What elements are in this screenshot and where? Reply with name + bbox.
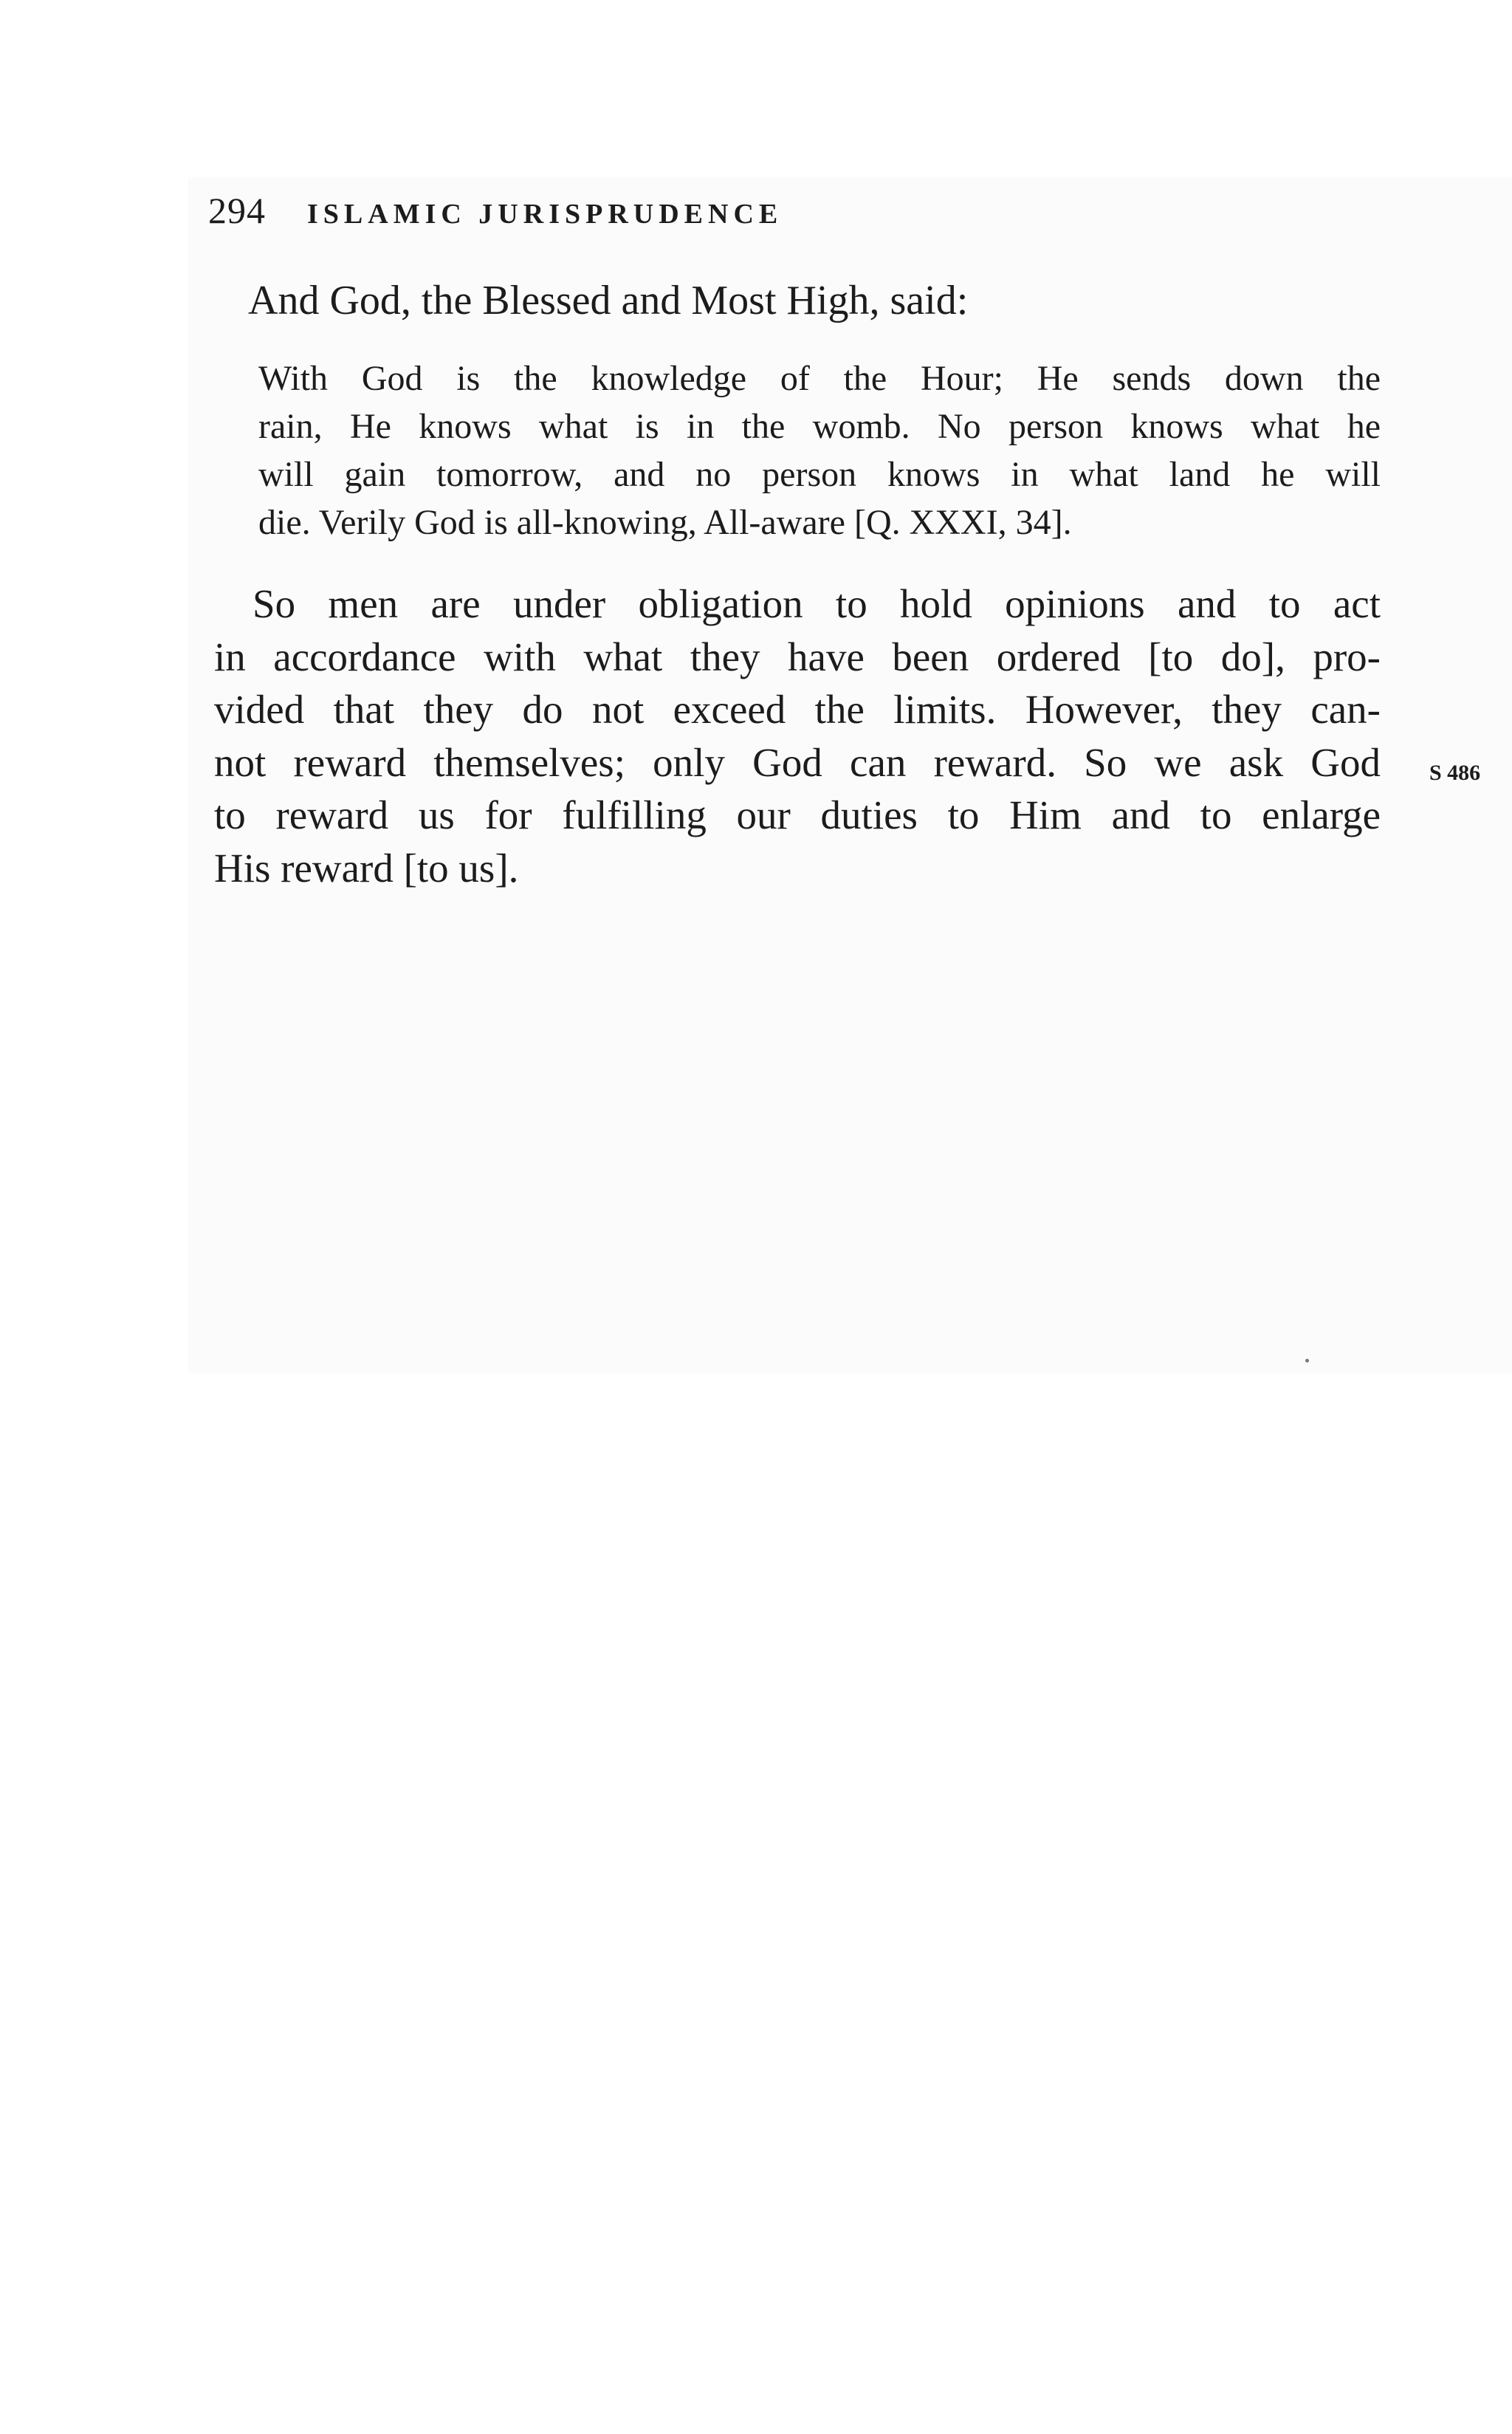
paragraph-line: vided that they do not exceed the limits. However, they can-	[214, 687, 1381, 732]
page-number: 294	[208, 190, 266, 231]
paragraph-line: So men are under obligation to hold opinions and to act	[252, 581, 1381, 626]
paragraph-line: not reward themselves; only God can reward. So we ask God	[214, 739, 1381, 785]
running-title: ISLAMIC JURISPRUDENCE	[307, 199, 783, 230]
paragraph-line: in accordance with what they have been ordered [to do], pro-	[214, 634, 1381, 679]
scan-speck	[1305, 1359, 1309, 1362]
quotation-introduction: And God, the Blessed and Most High, said:	[248, 278, 969, 323]
body-paragraph	[214, 577, 1381, 894]
margin-page-reference: S 486	[1429, 761, 1481, 785]
paragraph-line: His reward [to us].	[214, 845, 519, 891]
quotation-line: With God is the knowledge of the Hour; He sends down the	[258, 359, 1381, 398]
running-head	[208, 189, 783, 233]
quotation-line: will gain tomorrow, and no person knows in what land he will	[258, 455, 1381, 494]
quotation-line: die. Verily God is all-knowing, All-aware [Q. XXXI, 34].	[258, 503, 1072, 542]
quotation-line: rain, He knows what is in the womb. No person knows what he	[258, 407, 1381, 446]
quran-quotation	[258, 354, 1381, 546]
paragraph-line: to reward us for fulfilling our duties to Him and to enlarge	[214, 792, 1381, 837]
